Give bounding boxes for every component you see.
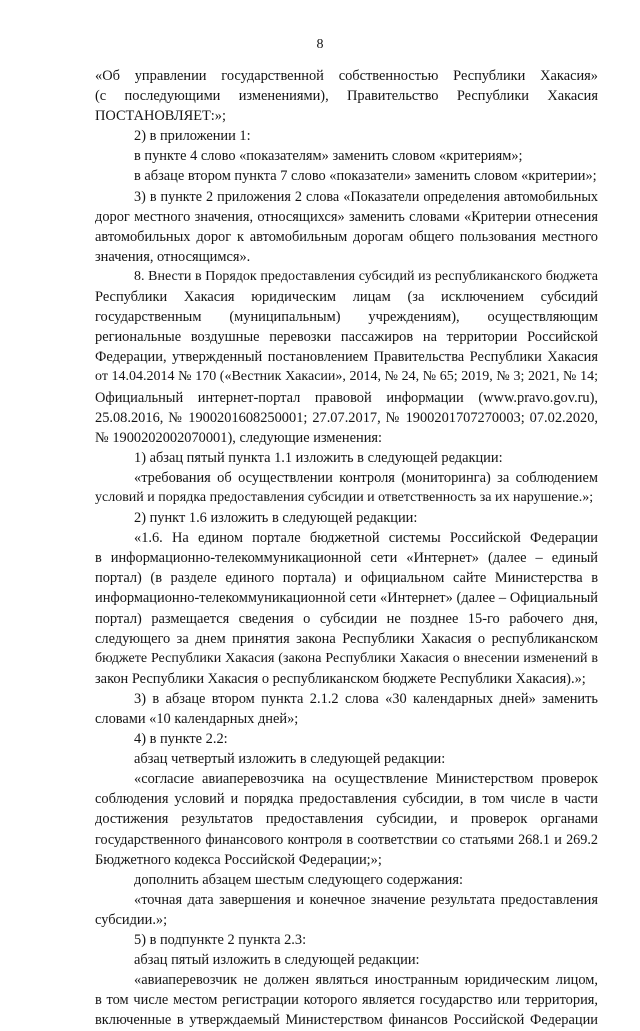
text-line: абзац четвертый изложить в следующей редакции: [134, 751, 446, 768]
text-line: Бюджетного кодекса Российской Федерации;»; [95, 851, 382, 868]
text-line: портал) (в разделе единого портала) и официальном сайте Министерства в [95, 570, 598, 587]
text-line: Официальный интернет-портал правовой информации (www.pravo.gov.ru), [95, 389, 598, 406]
text-line: абзац пятый изложить в следующей редакции: [134, 952, 420, 969]
document-body [95, 66, 598, 1031]
text-line: «согласие авиаперевозчика на осуществление Министерством проверок [134, 771, 598, 788]
text-line: соблюдения условий и порядка предоставления субсидии, в том числе в части [95, 791, 598, 808]
text-line: условий и порядка предоставления субсидии и ответственность за их нарушение.»; [95, 489, 594, 505]
text-line: в абзаце втором пункта 7 слово «показатели» заменить словом «критерии»; [134, 168, 597, 185]
text-line: Республики Хакасия юридическим лицам (за исключением субсидий [95, 289, 598, 306]
text-line: значения, относящимся». [95, 248, 251, 265]
text-line: субсидии.»; [95, 911, 168, 928]
text-line: включенные в утверждаемый Министерством финансов Российской Федерации [95, 1012, 598, 1029]
text-line: портал) размещается сведения о субсидии не позднее 15-го рабочего дня, [95, 610, 598, 627]
text-line: следующего за днем принятия закона Республики Хакасия о республиканском [95, 630, 598, 647]
text-line: ПОСТАНОВЛЯЕТ:»; [95, 108, 226, 125]
text-line: дорог местного значения, относящихся» заменить словами «Критерии отнесения [95, 208, 598, 225]
text-line: в пункте 4 слово «показателям» заменить словом «критериям»; [134, 148, 523, 165]
text-line: в том числе местом регистрации которого является государство или территория, [95, 992, 598, 1009]
text-line: 2) в приложении 1: [134, 128, 251, 145]
text-line: достижения результатов предоставления субсидии, и проверок органами [95, 811, 598, 828]
text-line: бюджете Республики Хакасия (закона Республики Хакасия о внесении изменений в [95, 650, 598, 666]
text-line: закон Республики Хакасия о республиканском бюджете Республики Хакасия).»; [95, 670, 586, 687]
text-line: автомобильных дорог к автомобильным дорогам общего пользования местного [95, 228, 598, 245]
text-line: информационно-телекоммуникационной сети «Интернет» (далее – Официальный [95, 590, 598, 607]
text-line: 5) в подпункте 2 пункта 2.3: [134, 932, 307, 949]
text-line: дополнить абзацем шестым следующего содержания: [134, 871, 463, 888]
text-line: «требования об осуществлении контроля (мониторинга) за соблюдением [134, 469, 598, 486]
text-line: 25.08.2016, № 1900201608250001; 27.07.2017, № 1900201707270003; 07.02.2020, [95, 409, 598, 426]
text-line: «Об управлении государственной собственностью Республики Хакасия» [95, 68, 598, 84]
text-line: государственным (муниципальным) учреждениям), осуществляющим [95, 309, 598, 326]
text-line: «авиаперевозчик не должен являться иностранным юридическим лицом, [134, 972, 598, 989]
text-line: 2) пункт 1.6 изложить в следующей редакции: [134, 510, 418, 527]
text-line: № 1900202002070001), следующие изменения: [95, 429, 383, 446]
text-line: 4) в пункте 2.2: [134, 731, 228, 748]
text-line: 1) абзац пятый пункта 1.1 изложить в следующей редакции: [134, 449, 503, 466]
text-line: от 14.04.2014 № 170 («Вестник Хакасии», 2014, № 24, № 65; 2019, № 3; 2021, № 14; [95, 369, 598, 385]
text-line: 8. Внести в Порядок предоставления субсидий из республиканского бюджета [134, 268, 598, 284]
text-line: 3) в пункте 2 приложения 2 слова «Показатели определения автомобильных [134, 188, 598, 205]
text-line: региональные воздушные перевозки пассажиров на территории Российской [95, 329, 598, 346]
text-line: 3) в абзаце втором пункта 2.1.2 слова «30 календарных дней» заменить [134, 690, 598, 707]
text-line: государственного финансового контроля в соответствии со статьями 268.1 и 269.2 [95, 831, 598, 848]
text-line: (с последующими изменениями), Правительство Республики Хакасия [95, 88, 598, 105]
text-line: словами «10 календарных дней»; [95, 711, 299, 727]
page-number: 8 [316, 37, 324, 52]
text-line: «точная дата завершения и конечное значение результата предоставления [134, 891, 598, 908]
text-line: Федерации, утвержденный постановлением Правительства Республики Хакасия [95, 349, 598, 366]
text-line: «1.6. На едином портале бюджетной системы Российской Федерации [134, 530, 598, 547]
text-line: в информационно-телекоммуникационной сети «Интернет» (далее – единый [95, 550, 598, 567]
